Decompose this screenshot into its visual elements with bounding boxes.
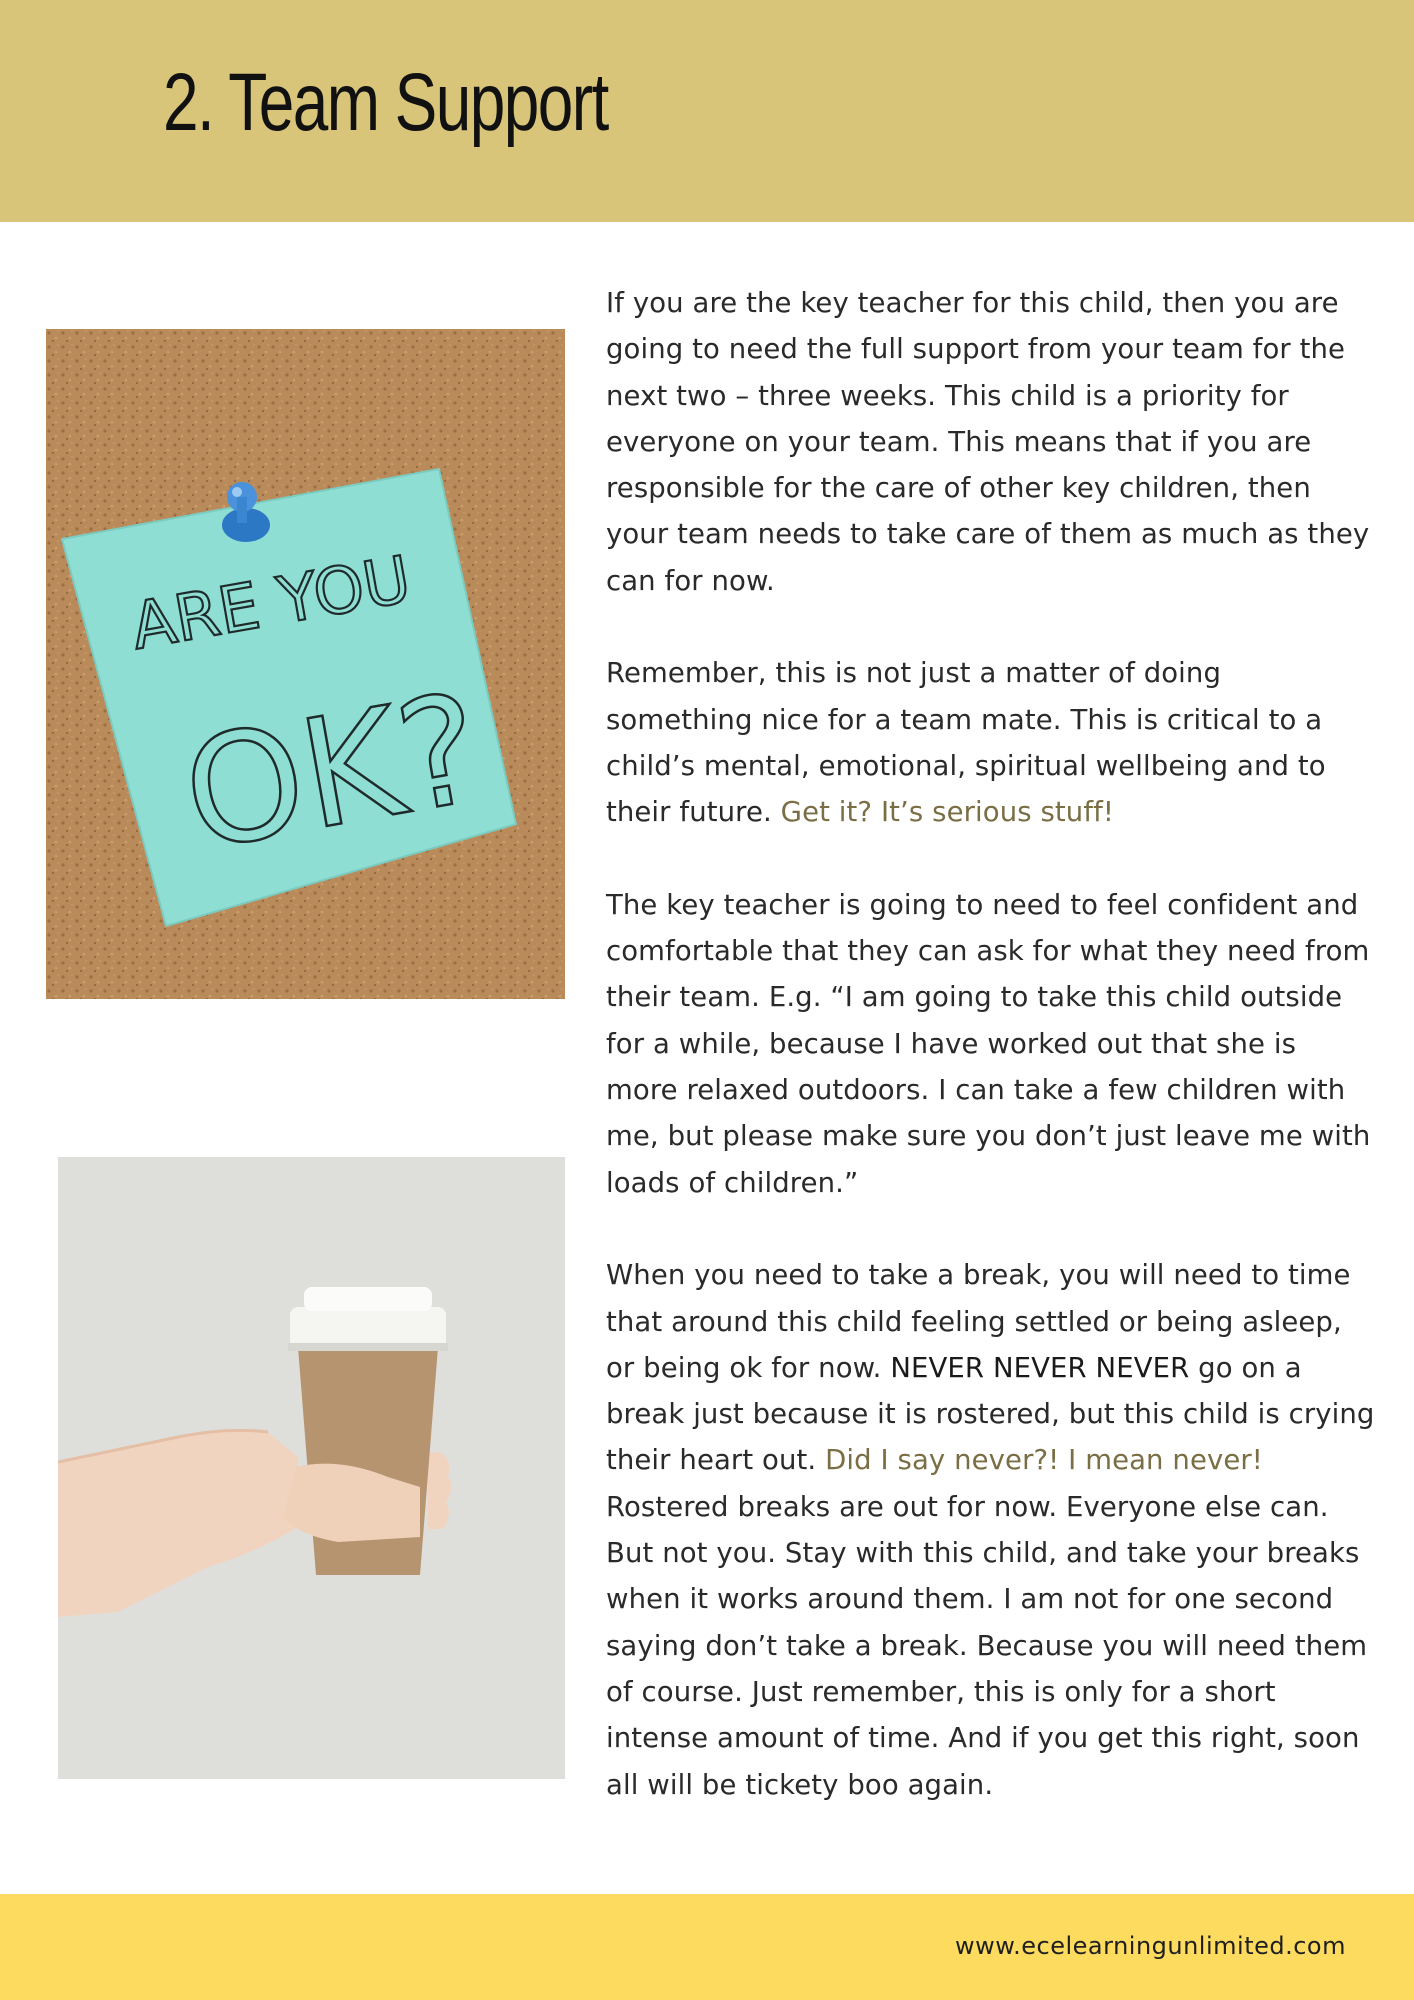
paragraph-breaks-text-c: Rostered breaks are out for now. Everyone else can. But not you. Stay with this child, and take your breaks when it works around them. I am not for one second saying don’t take a break. Because you will need them of course. Just remember, this is only for a short intense amount of time. And if you get this right, soon all will be tickety boo again. — [606, 1490, 1368, 1801]
sticky-note-photo — [46, 329, 565, 999]
paragraph-breaks — [606, 1252, 1376, 1808]
coffee-cup-photo — [58, 1157, 565, 1779]
sticky-note-illustration — [46, 329, 565, 999]
note-text-line1: ARE YOU — [125, 542, 417, 665]
page-title: 2. Team Support — [163, 57, 608, 148]
header-banner — [0, 0, 1414, 222]
note-text-line2: OK? — [172, 661, 494, 885]
paragraph-remember-text: Remember, this is not just a matter of doing something nice for a team mate. This is critical to a child’s mental, emotional, spiritual wellbeing and to their future. — [606, 657, 1326, 829]
coffee-cup-illustration — [58, 1157, 565, 1779]
footer-banner — [0, 1894, 1414, 2000]
paragraph-key-teacher: If you are the key teacher for this child, then you are going to need the full support from your team for the next two – three weeks. This child is a priority for everyone on your team. This means that if you are responsible for the care of other key children, then your team needs to take care of them as much as they can for now. — [606, 287, 1370, 597]
never-emphasis: NEVER NEVER NEVER — [890, 1351, 1190, 1384]
paragraph-breaks-text-b: go on a break just because it is rostered, but this child is crying their heart out. — [606, 1351, 1375, 1477]
paragraph-confidence: The key teacher is going to need to feel confident and comfortable that they can ask for what they need from their team. E.g. “I am going to take this child outside for a while, because I have worked out that she is more relaxed outdoors. I can take a few children with me, but please make sure you don’t just leave me with loads of children.” — [606, 888, 1371, 1199]
paragraph-remember — [606, 650, 1376, 835]
footer-website-link[interactable]: www.ecelearningunlimited.com — [954, 1932, 1346, 1960]
body-text — [606, 280, 1376, 1854]
paragraph-breaks-text-a: When you need to take a break, you will need to time that around this child feeling settled or being asleep, or being ok for now. — [606, 1259, 1351, 1384]
highlight-never: Did I say never?! I mean never! — [825, 1444, 1263, 1477]
highlight-serious-stuff: Get it? It’s serious stuff! — [780, 796, 1115, 829]
